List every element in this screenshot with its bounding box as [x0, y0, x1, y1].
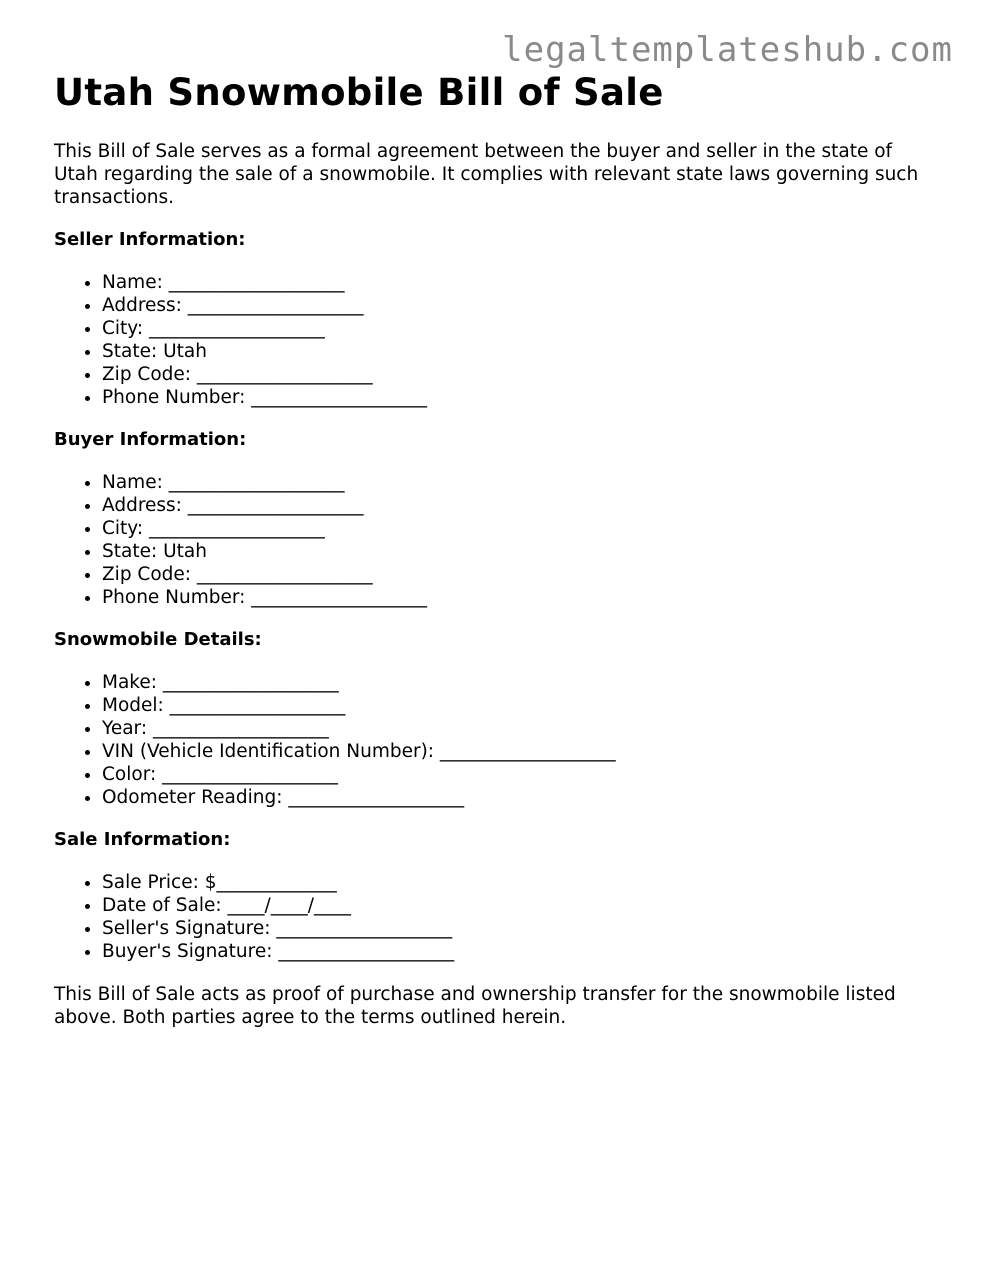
- vin-field: • VIN (Vehicle Identification Number): ___________________: [102, 740, 934, 763]
- closing-paragraph: This Bill of Sale acts as proof of purchase and ownership transfer for the snowmobile listed above. Both parties agree to the terms outlined herein.: [54, 984, 896, 1028]
- buyer-name-field: • Name: ___________________: [102, 471, 934, 494]
- buyer-info-heading: Buyer Information:: [54, 429, 247, 450]
- intro-paragraph: This Bill of Sale serves as a formal agreement between the buyer and seller in the state of Utah regarding the sale of a snowmobile. It complies with relevant state laws governing such transactions.: [54, 141, 919, 208]
- sale-price-field: • Sale Price: $_____________: [102, 871, 934, 894]
- snowmobile-details-heading: Snowmobile Details:: [54, 629, 262, 650]
- buyer-signature-field: • Buyer's Signature: ___________________: [102, 940, 934, 963]
- odometer-field: • Odometer Reading: ___________________: [102, 786, 934, 809]
- seller-signature-field: • Seller's Signature: ___________________: [102, 917, 934, 940]
- snowmobile-details-list: [54, 671, 934, 809]
- buyer-state-field: • State: Utah: [102, 540, 934, 563]
- document-page: [54, 68, 934, 1029]
- watermark: legaltemplateshub.com: [502, 30, 953, 70]
- seller-state-field: • State: Utah: [102, 340, 934, 363]
- seller-info-list: [54, 271, 934, 409]
- year-field: • Year: ___________________: [102, 717, 934, 740]
- seller-city-field: • City: ___________________: [102, 317, 934, 340]
- buyer-phone-field: • Phone Number: ___________________: [102, 586, 934, 609]
- seller-phone-field: • Phone Number: ___________________: [102, 386, 934, 409]
- buyer-zip-field: • Zip Code: ___________________: [102, 563, 934, 586]
- sale-info-list: [54, 871, 934, 963]
- color-field: • Color: ___________________: [102, 763, 934, 786]
- seller-zip-field: • Zip Code: ___________________: [102, 363, 934, 386]
- seller-address-field: • Address: ___________________: [102, 294, 934, 317]
- sale-date-field: • Date of Sale: ____/____/____: [102, 894, 934, 917]
- buyer-address-field: • Address: ___________________: [102, 494, 934, 517]
- model-field: • Model: ___________________: [102, 694, 934, 717]
- buyer-city-field: • City: ___________________: [102, 517, 934, 540]
- seller-name-field: • Name: ___________________: [102, 271, 934, 294]
- sale-info-heading: Sale Information:: [54, 829, 231, 850]
- document-title: Utah Snowmobile Bill of Sale: [54, 71, 664, 114]
- seller-info-heading: Seller Information:: [54, 229, 246, 250]
- buyer-info-list: [54, 471, 934, 609]
- make-field: • Make: ___________________: [102, 671, 934, 694]
